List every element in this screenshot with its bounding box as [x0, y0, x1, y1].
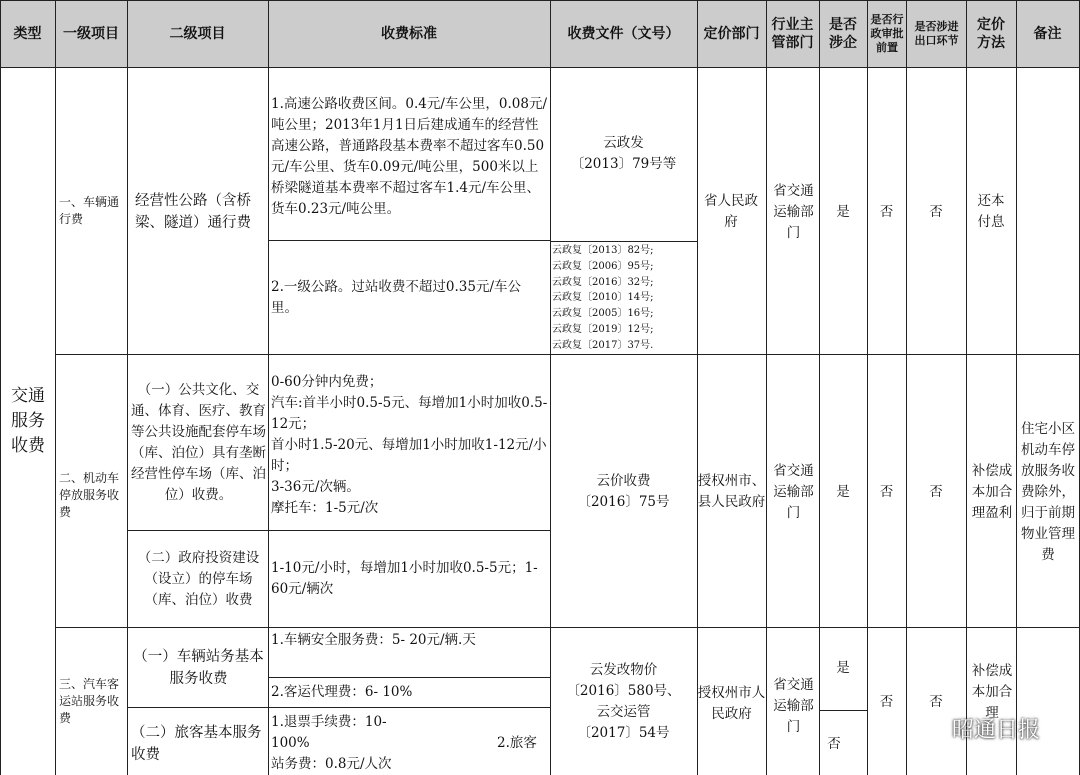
grid-line [966, 0, 967, 775]
grid-line [55, 0, 56, 775]
s1-industry: 省交通运输部门 [773, 182, 814, 241]
header-enterprise: 是否涉企 [829, 16, 857, 51]
s1-method: 还本付息 [977, 193, 1005, 230]
s3-industry: 省交通运输部门 [773, 676, 814, 735]
header-remark: 备注 [1033, 25, 1062, 42]
s2-remark: 住宅小区机动车停放服务收费除外，归于前期物业管理费 [1021, 420, 1075, 563]
grid-line [867, 0, 868, 775]
s3-doc: 云发改物价 〔2016〕580号、 云交运管 〔2017〕54号 [566, 662, 681, 741]
s1-approval: 否 [879, 203, 894, 220]
header-import: 是否涉进出口环节 [914, 19, 959, 47]
grid-line [550, 241, 697, 242]
grid-line [819, 710, 867, 711]
s3-dept: 授权州市人民政府 [697, 685, 766, 722]
s3-method: 补偿成本加合理 [971, 662, 1013, 721]
grid-line [268, 240, 550, 241]
s1-standard-1: 1.高速公路收费区间。0.4元/车公里，0.08元/吨公里；2013年1月1日后建成通车的经营性高速公路，普通路段基本费率不超过客车0.50元/车公里、货车0.09元/吨公里，500米以上桥梁隧道基本费率不超过客车1.4元/车公里、货车0.23元/吨公里。 [271, 96, 548, 217]
header-standard: 收费标准 [381, 25, 437, 42]
s1-import: 否 [929, 203, 943, 220]
s2-level1: 二、机动车停放服务收费 [59, 471, 120, 519]
header-level2: 二级项目 [169, 25, 226, 42]
grid-line [1016, 0, 1017, 775]
s1-doc-2: 云政复〔2013〕82号; 云政复〔2006〕95号; 云政复〔2016〕32号; 云政复〔2010〕14号; 云政复〔2005〕16号; 云政复〔2019〕12号; 云政复〔2017〕37号. [552, 245, 654, 351]
s3-standard-b3: 站务费：0.8元/人次 [271, 756, 392, 772]
watermark-text: 昭通日报 [951, 718, 1040, 743]
s1-enterprise: 是 [836, 203, 850, 220]
s2-level2a: （一）公共文化、交通、体育、医疗、教育等公共设施配套停车场（库、泊位）具有垄断经营性停车场（库、泊位）收费。 [131, 382, 266, 503]
s3-enterprise-b: 否 [827, 735, 841, 752]
header-doc: 收费文件（文号） [567, 25, 680, 42]
s2-enterprise: 是 [836, 483, 850, 500]
s2-approval: 否 [879, 483, 894, 500]
grid-line [127, 707, 550, 708]
s3-level2b: （二）旅客基本服务收费 [131, 725, 262, 763]
s2-industry: 省交通运输部门 [773, 462, 814, 521]
s2-standard-b: 1-10元/小时，每增加1小时加收0.5-5元；1-60元/辆次 [271, 560, 538, 597]
s2-import: 否 [929, 483, 943, 500]
s3-level1: 三、汽车客运站服务收费 [59, 677, 120, 725]
s3-standard-b1: 1.退票手续费：10-100% [271, 714, 387, 751]
s3-level2a: （一）车辆站务基本服务收费 [133, 648, 264, 687]
s3-enterprise-a: 是 [836, 659, 850, 676]
s2-method: 补偿成本加合理盈利 [971, 462, 1013, 521]
s3-standard-b2: 2.旅客 [497, 735, 537, 751]
s1-dept: 省人民政府 [704, 193, 758, 230]
s3-standard-a2: 2.客运代理费：6- 10% [271, 684, 413, 700]
grid-line [697, 0, 698, 775]
s3-standard-a1: 1.车辆安全服务费：5- 20元/辆.天 [271, 632, 476, 648]
grid-line [550, 0, 551, 775]
s1-standard-2: 2.一级公路。过站收费不超过0.35元/车公里。 [271, 279, 521, 316]
wechat-icon [916, 717, 946, 741]
s1-level1: 一、车辆通行费 [59, 195, 120, 226]
grid-line [0, 67, 1080, 68]
s1-level2: 经营性公路（含桥梁、隧道）通行费 [135, 193, 251, 231]
grid-line [55, 354, 1080, 355]
header-level1: 一级项目 [63, 25, 119, 42]
grid-line [906, 0, 907, 775]
header-industry: 行业主管部门 [771, 16, 814, 51]
s3-import: 否 [929, 693, 943, 710]
header-type: 类型 [13, 25, 42, 42]
s2-level2b: （二）政府投资建设（设立）的停车场（库、泊位）收费 [137, 549, 260, 608]
grid-line [268, 677, 550, 678]
s2-standard-a: 0-60分钟内免费； 汽车:首半小时0.5-5元、每增加1小时加收0.5-12元； 首小时1.5-20元、每增加1小时加收1-12元/小时； 3-36元/次辆。 摩托车：1-5元/次 [271, 374, 548, 516]
grid-line [766, 0, 767, 775]
watermark [916, 713, 1040, 744]
header-dept: 定价部门 [703, 25, 760, 42]
s3-approval: 否 [879, 693, 894, 710]
category-label: 交通服务收费 [11, 386, 45, 456]
header-approval: 是否行政审批前置 [870, 12, 904, 54]
s2-dept: 授权州市、县人民政府 [697, 473, 766, 510]
s1-doc-1: 云政发 〔2013〕79号等 [570, 135, 677, 172]
grid-line [268, 0, 269, 775]
grid-line [127, 0, 128, 775]
grid-line [0, 0, 1, 775]
header-method: 定价方法 [977, 16, 1005, 51]
s2-doc: 云价收费 〔2016〕75号 [577, 473, 670, 510]
